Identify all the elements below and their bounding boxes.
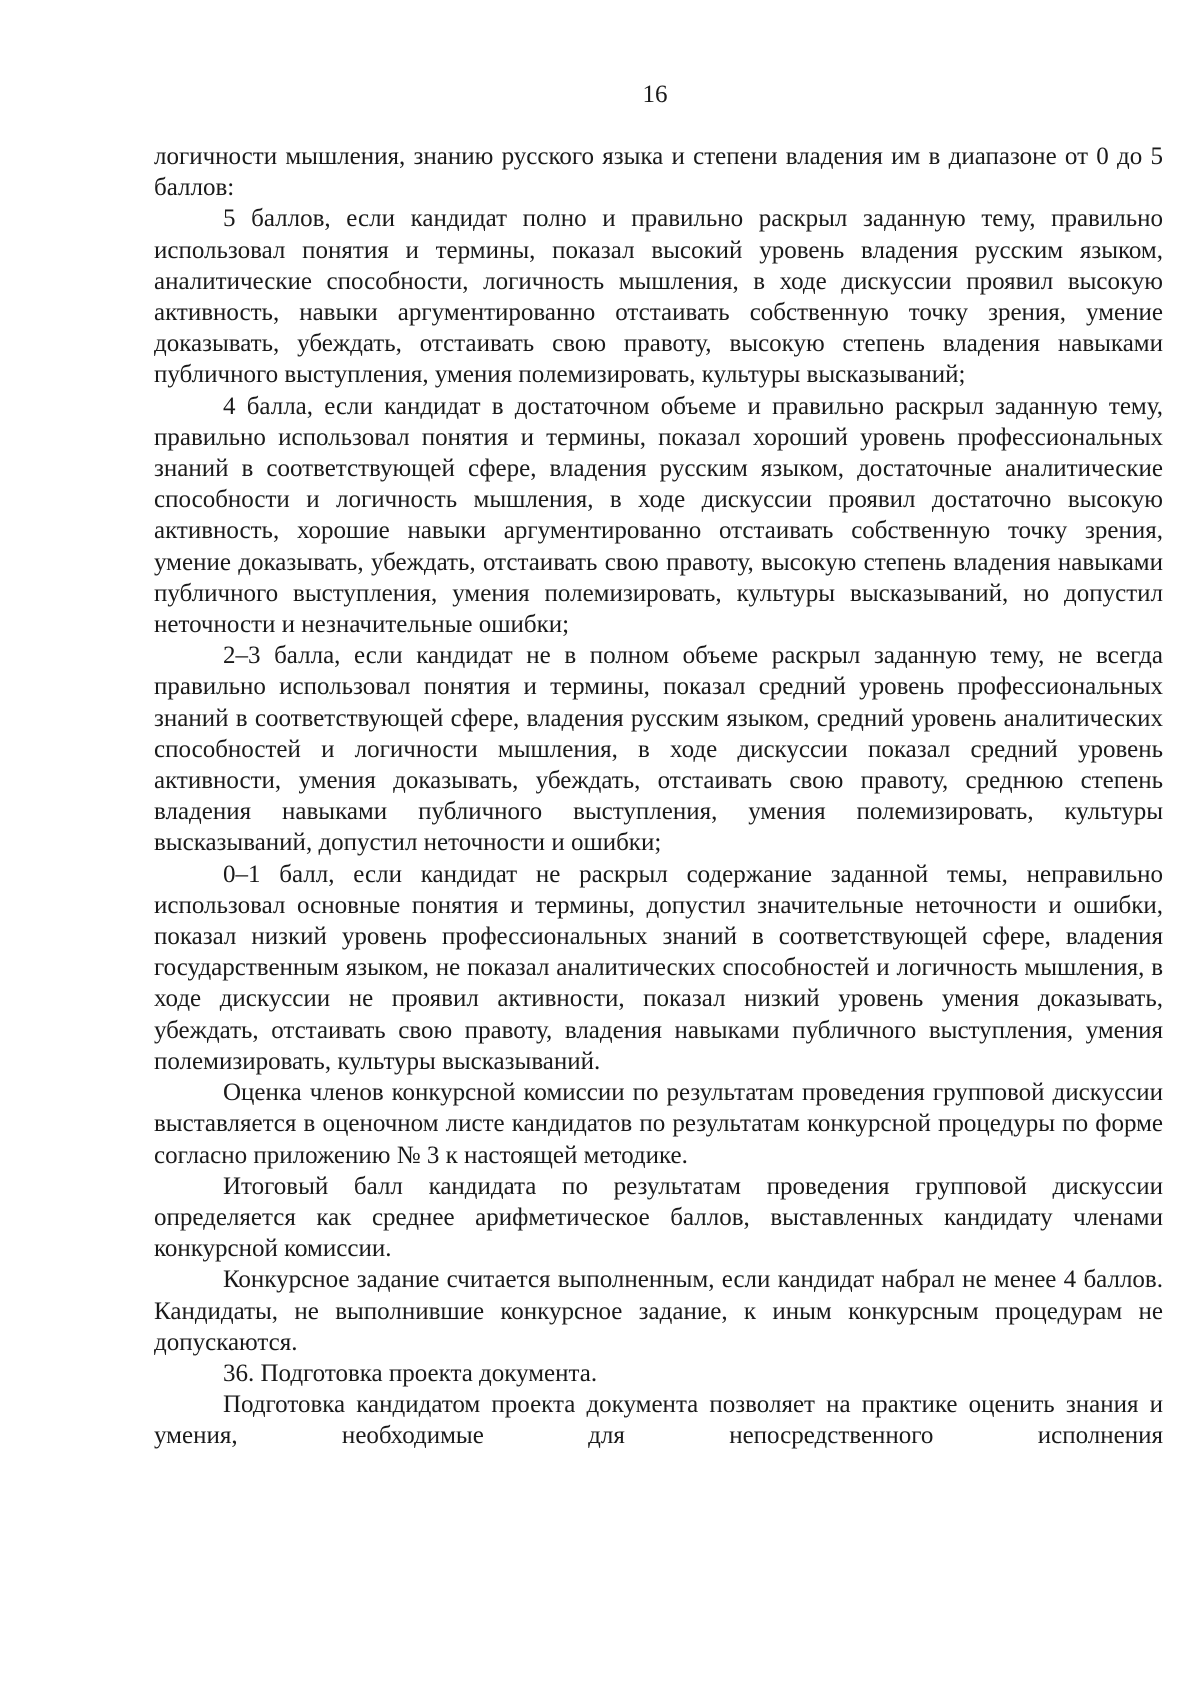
section-heading-36: 36. Подготовка проекта документа. xyxy=(223,1359,598,1387)
paragraph-continuation: логичности мышления, знанию русского языка и степени владения им в диапазоне от 0 до 5 баллов: xyxy=(154,143,1163,202)
paragraph-task-completion: Конкурсное задание считается выполненным, если кандидат набрал не менее 4 баллов. Кандидаты, не выполнившие конкурсное задание, к иным конкурсным процедурам не допускаются. xyxy=(154,1266,1163,1356)
paragraph-commission-evaluation: Оценка членов конкурсной комиссии по результатам проведения групповой дискуссии выставляется в оценочном листе кандидатов по результатам конкурсной процедуры по форме согласно приложению № 3 к настоящей методике. xyxy=(154,1079,1163,1169)
document-body xyxy=(154,141,1163,1452)
paragraph-score-0-1: 0–1 балл, если кандидат не раскрыл содержание заданной темы, неправильно использовал основные понятия и термины, допустил значительные неточности и ошибки, показал низкий уровень профессиональных знаний в соответствующей сфере, владения государственным языком, не показал аналитических способностей и логичность мышления, в ходе дискуссии не проявил активности, показал низкий уровень умения доказывать, убеждать, отстаивать свою правоту, владения навыками публичного выступления, умения полемизировать, культуры высказываний. xyxy=(154,860,1163,1075)
paragraph-final-score: Итоговый балл кандидата по результатам проведения групповой дискуссии определяется как среднее арифметическое баллов, выставленных кандидату членами конкурсной комиссии. xyxy=(154,1172,1163,1263)
paragraph-score-4: 4 балла, если кандидат в достаточном объеме и правильно раскрыл заданную тему, правильно использовал понятия и термины, показал хороший уровень профессиональных знаний в соответствующей сфере, владения русским языком, достаточные аналитические способности и логичность мышления, в ходе дискуссии проявил достаточно высокую активность, хорошие навыки аргументированно отстаивать собственную точку зрения, умение доказывать, убеждать, отстаивать свою правоту, высокую степень владения навыками публичного выступления, умения полемизировать, культуры высказываний, но допустил неточности и незначительные ошибки; xyxy=(154,392,1163,639)
page-number: 16 xyxy=(642,81,668,108)
paragraph-document-preparation: Подготовка кандидатом проекта документа позволяет на практике оценить знания и умения, необходимые для непосредственного исполнения xyxy=(154,1391,1163,1450)
paragraph-score-2-3: 2–3 балла, если кандидат не в полном объеме раскрыл заданную тему, не всегда правильно использовал понятия и термины, показал средний уровень профессиональных знаний в соответствующей сфере, владения русским языком, средний уровень аналитических способностей и логичности мышления, в ходе дискуссии показал средний уровень активности, умения доказывать, убеждать, отстаивать свою правоту, среднюю степень владения навыками публичного выступления, умения полемизировать, культуры высказываний, допустил неточности и ошибки; xyxy=(154,642,1163,857)
paragraph-score-5: 5 баллов, если кандидат полно и правильно раскрыл заданную тему, правильно использовал понятия и термины, показал высокий уровень владения русским языком, аналитические способности, логичность мышления, в ходе дискуссии проявил высокую активность, навыки аргументированно отстаивать собственную точку зрения, умение доказывать, убеждать, отстаивать свою правоту, высокую степень владения навыками публичного выступления, умения полемизировать, культуры высказываний; xyxy=(154,205,1163,389)
